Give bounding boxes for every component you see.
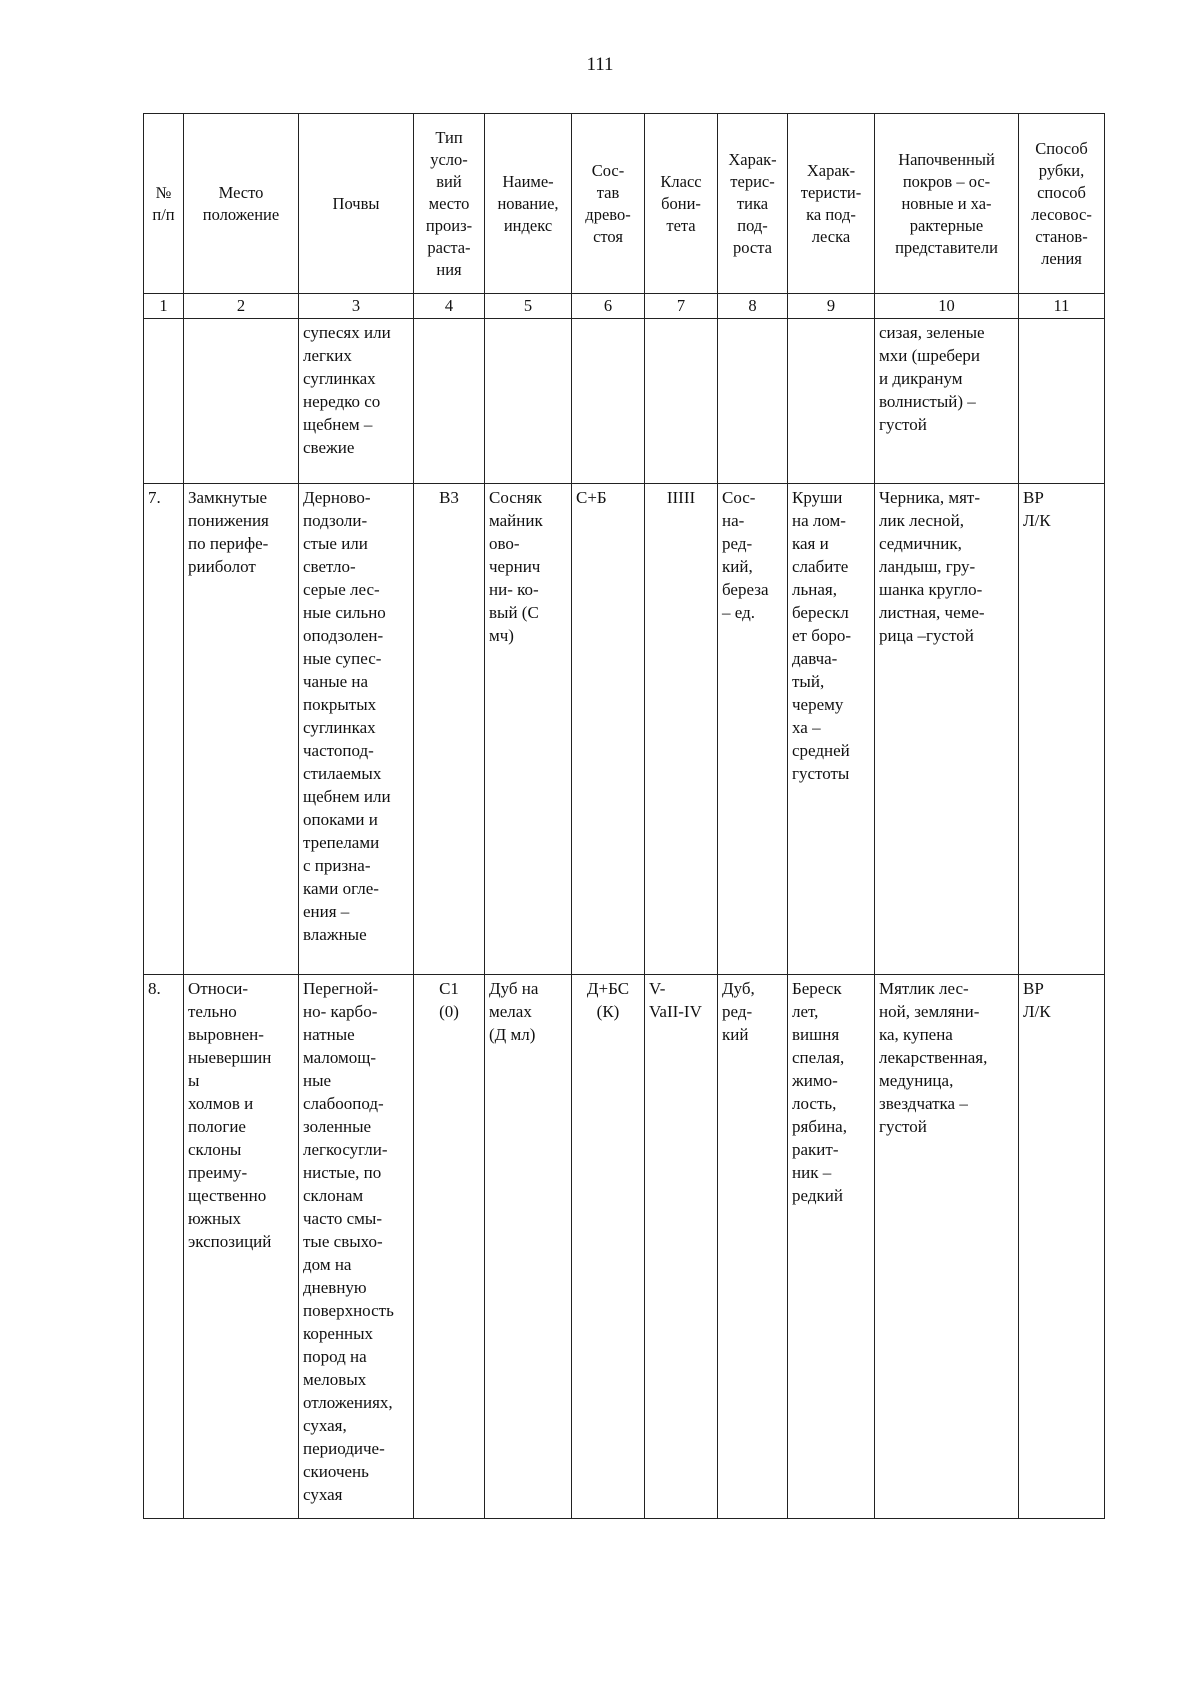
column-number: 8 [718,294,788,319]
header-cell-undergrowth: Харак- терис- тика под- роста [718,114,788,294]
table-cell: ВР Л/К [1019,975,1105,1519]
page-number: 111 [586,54,614,75]
header-row [144,114,1105,294]
table-cell: Перегной- но- карбо- натные маломощ- ные слабоопод- золенные легкосугли- нистые, по склонам часто смы- тые свыхо- дом на дневную поверхность коренных пород на меловых отложениях, сухая, периодиче- скиочень сухая [299,975,414,1519]
header-cell-name-index: Наиме- нование, индекс [485,114,572,294]
column-number: 3 [299,294,414,319]
table-cell: 8. [144,975,184,1519]
table-row [144,484,1105,975]
table-cell: Относи- тельно выровнен- ныевершин ы холмов и пологие склоны преиму- щественно южных экспозиций [184,975,299,1519]
table-cell [144,319,184,484]
table-cell [645,319,718,484]
table-row-continuation [144,319,1105,484]
header-cell-growth-conditions: Тип усло- вий место произ- раста- ния [414,114,485,294]
column-number: 1 [144,294,184,319]
table-cell: Круши на лом- кая и слабите льная, берескл ет боро- давча- тый, черему ха – средней густоты [788,484,875,975]
table-cell [414,319,485,484]
table-cell [788,319,875,484]
table-cell: 7. [144,484,184,975]
header-cell-stand-composition: Сос- тав древо- стоя [572,114,645,294]
column-number: 4 [414,294,485,319]
header-cell-location: Место положение [184,114,299,294]
column-number: 9 [788,294,875,319]
table-cell: Дуб на мелах (Д мл) [485,975,572,1519]
table-cell: Береск лет, вишня спелая, жимо- лость, рябина, ракит- ник – редкий [788,975,875,1519]
table-cell: Мятлик лес- ной, земляни- ка, купена лекарственная, медуница, звездчатка – густой [875,975,1019,1519]
header-cell-ground-cover: Напочвенный покров – ос- новные и ха- рактерные представители [875,114,1019,294]
table-cell: V- VaII-IV [645,975,718,1519]
table-cell: Дуб, ред- кий [718,975,788,1519]
table-cell: Замкнутые понижения по перифе- рииболот [184,484,299,975]
table-cell [718,319,788,484]
table-cell: С1 (0) [414,975,485,1519]
header-cell-underbrush: Харак- теристи- ка под- леска [788,114,875,294]
column-number: 11 [1019,294,1105,319]
table-cell [184,319,299,484]
column-number: 10 [875,294,1019,319]
table-cell: ВР Л/К [1019,484,1105,975]
forest-types-table [143,113,1105,1519]
column-numbers-row [144,294,1105,319]
table-cell: В3 [414,484,485,975]
table-cell: IIIII [645,484,718,975]
table-row [144,975,1105,1519]
column-number: 6 [572,294,645,319]
table-cell: Сос- на- ред- кий, береза – ед. [718,484,788,975]
header-cell-felling-method: Способ рубки, способ лесовос- станов- ления [1019,114,1105,294]
column-number: 2 [184,294,299,319]
table-cell [1019,319,1105,484]
header-cell-soils: Почвы [299,114,414,294]
table-cell: Д+БС (К) [572,975,645,1519]
table-cell: супесях или легких суглинках нередко со щебнем – свежие [299,319,414,484]
header-cell-bonitet-class: Класс бони- тета [645,114,718,294]
table-cell: сизая, зеленые мхи (шребери и дикранум волнистый) – густой [875,319,1019,484]
table-cell: Сосняк майник ово- чернич ни- ко- вый (С мч) [485,484,572,975]
header-cell-number: № п/п [144,114,184,294]
table-cell: С+Б [572,484,645,975]
table-cell: Черника, мят- лик лесной, седмичник, ландыш, гру- шанка кругло- листная, чеме- рица –густой [875,484,1019,975]
table-cell [485,319,572,484]
table-cell: Дерново- подзоли- стые или светло- серые лес- ные сильно оподзолен- ные супес- чаные на покрытых суглинках частопод- стилаемых щебнем или опоками и трепелами с призна- ками огле- ения – влажные [299,484,414,975]
column-number: 5 [485,294,572,319]
column-number: 7 [645,294,718,319]
table-cell [572,319,645,484]
